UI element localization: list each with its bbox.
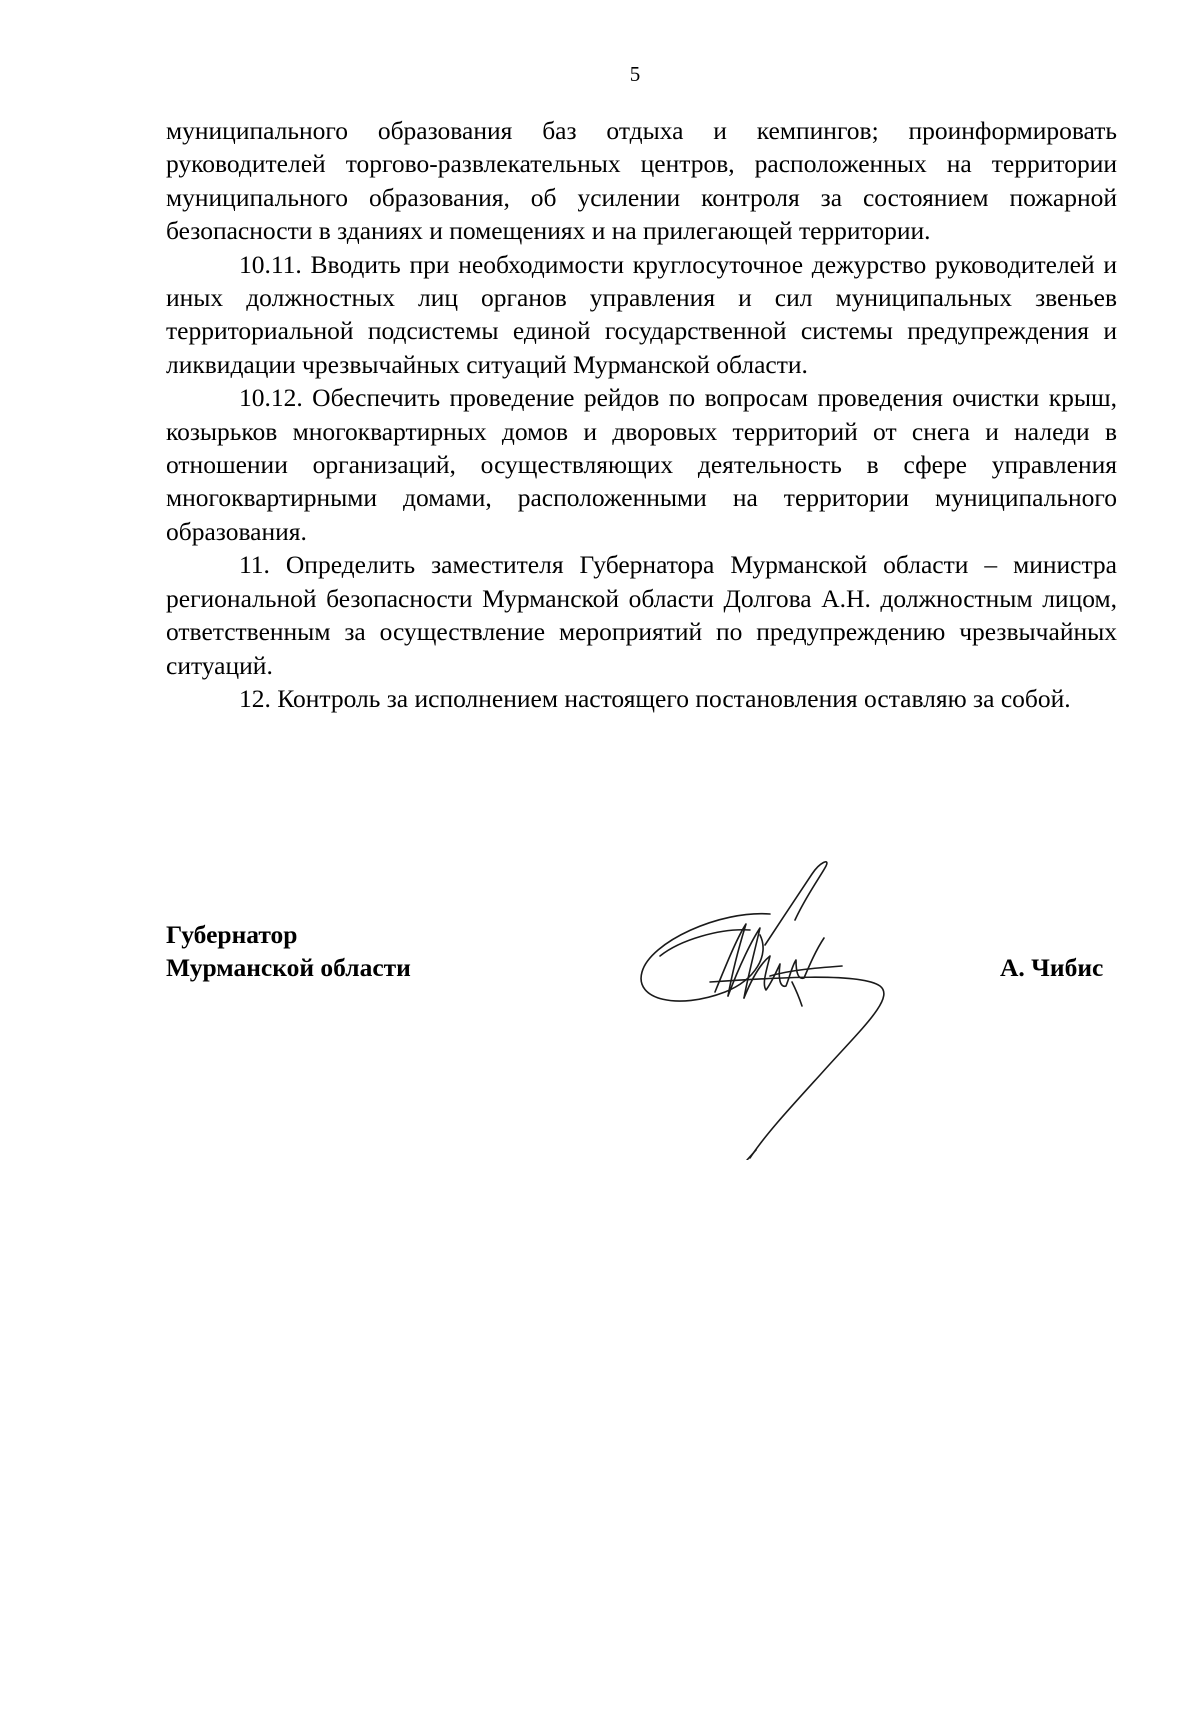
paragraph-11: 11. Определить заместителя Губернатора Мурманской области – министра региональной безопасности Мурманской области Долгова А.Н. должностным лицом, ответственным за осуществление мероприятий по предупреждению чрезвычайных ситуаций. (166, 550, 1117, 680)
document-body (166, 114, 1117, 715)
paragraph-12: 12. Контроль за исполнением настоящего постановления оставляю за собой. (239, 683, 1071, 713)
page-number: 5 (629, 62, 641, 86)
handwritten-signature-icon (620, 860, 940, 1160)
signatory-position-line1: Губернатор (166, 920, 298, 949)
signatory-position-line2: Мурманской области (166, 953, 411, 982)
signatory-name: А. Чибис (1000, 953, 1104, 982)
paragraph-continuation: муниципального образования баз отдыха и кемпингов; проинформировать руководителей торгово-развлекательных центров, расположенных на территории муниципального образования, об усилении контроля за состоянием пожарной безопасности в зданиях и помещениях и на прилегающей территории. (166, 116, 1117, 246)
signatory-position (166, 918, 411, 984)
paragraph-10-12: 10.12. Обеспечить проведение рейдов по вопросам проведения очистки крыш, козырьков многоквартирных домов и дворовых территорий от снега и наледи в отношении организаций, осуществляющих деятельность в сфере управления многоквартирными домами, расположенными на территории муниципального образования. (166, 383, 1117, 546)
paragraph-10-11: 10.11. Вводить при необходимости круглосуточное дежурство руководителей и иных должностных лиц органов управления и сил муниципальных звеньев территориальной подсистемы единой государственной системы предупреждения и ликвидации чрезвычайных ситуаций Мурманской области. (166, 249, 1117, 379)
